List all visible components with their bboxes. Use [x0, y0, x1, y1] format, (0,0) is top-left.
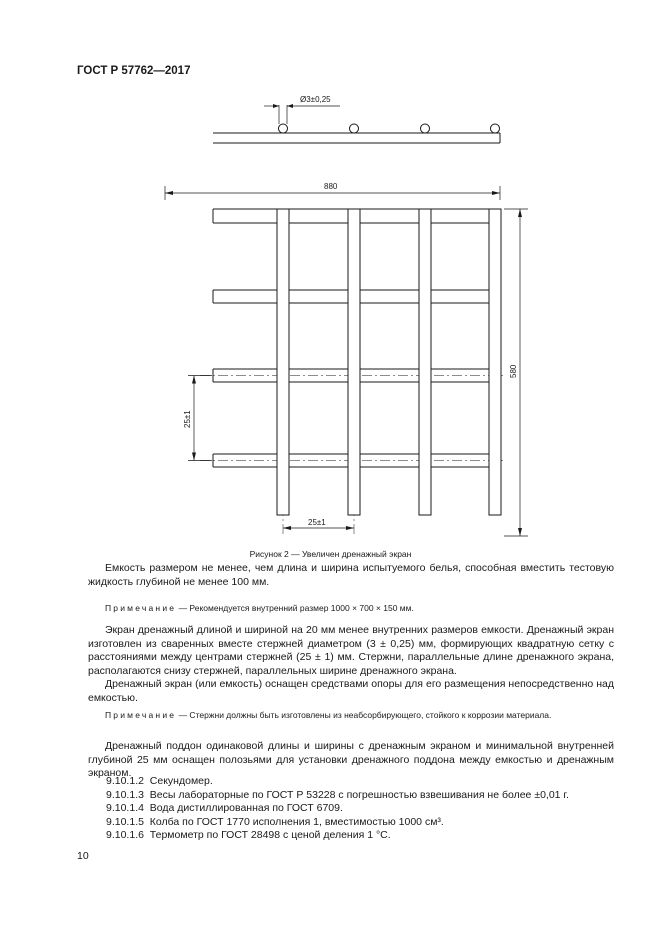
- vertical-spacing-dimension: 25±1: [183, 410, 192, 428]
- list-item: 9.10.1.3 Весы лабораторные по ГОСТ Р 53228 с погрешностью взвешивания не более ±0,01 г.: [106, 788, 569, 801]
- page-number: 10: [77, 850, 89, 862]
- paragraph-tray: Дренажный поддон одинаковой длины и ширины с дренажным экраном и минимальной внутренней глубиной 25 мм оснащен полозьями для установки дренажного поддона между емкостью и дренажным экраном.: [88, 740, 614, 780]
- note-text: — Рекомендуется внутренний размер 1000 × 700 × 150 мм.: [176, 603, 414, 613]
- paragraph-support: Дренажный экран (или емкость) оснащен средствами опоры для его размещения непосредственно над емкостью.: [88, 678, 614, 704]
- width-dimension: 880: [324, 182, 338, 191]
- note-text: — Стержни должны быть изготовлены из неабсорбирующего, стойкого к коррозии материала.: [176, 710, 552, 720]
- rod-diameter-dimension: Ø3±0,25: [300, 95, 331, 104]
- paragraph-container: Емкость размером не менее, чем длина и ширина испытуемого белья, способная вместить тестовую жидкость глубиной не менее 100 мм.: [88, 562, 614, 588]
- paragraph-screen: Экран дренажный длиной и шириной на 20 мм менее внутренних размеров емкости. Дренажный экран изготовлен из сваренных вместе стержней диаметром (3 ± 0,25) мм, формирующих квадратную сетку с расстояниями между центрами стержней (25 ± 1) мм. Стержни, параллельные длине дренажного экрана, располагаются снизу стержней, параллельных ширине дренажного экрана.: [88, 624, 614, 677]
- grid-vertical-rods: [277, 209, 501, 515]
- rod-section: [491, 124, 500, 133]
- height-dimension: 580: [509, 364, 518, 378]
- note-label: Примечание: [105, 603, 177, 613]
- document-header: ГОСТ Р 57762—2017: [77, 65, 191, 77]
- note-label: Примечание: [105, 710, 177, 720]
- note-2: [88, 709, 614, 722]
- horizontal-spacing-dimension: 25±1: [308, 518, 326, 527]
- list-item: 9.10.1.2 Секундомер.: [106, 775, 213, 787]
- rod-section: [421, 124, 430, 133]
- list-item: 9.10.1.5 Колба по ГОСТ 1770 исполнения 1, вместимостью 1000 см³.: [106, 815, 444, 828]
- side-section-view: [213, 104, 500, 143]
- list-item: 9.10.1.6 Термометр по ГОСТ 28498 с ценой деления 1 °С.: [106, 829, 391, 841]
- figure-caption: Рисунок 2 — Увеличен дренажный экран: [249, 549, 412, 559]
- note-1: [88, 602, 614, 616]
- list-item: 9.10.1.4 Вода дистиллированная по ГОСТ 6709.: [106, 802, 343, 814]
- rod-section: [350, 124, 359, 133]
- rod-section: [279, 124, 288, 133]
